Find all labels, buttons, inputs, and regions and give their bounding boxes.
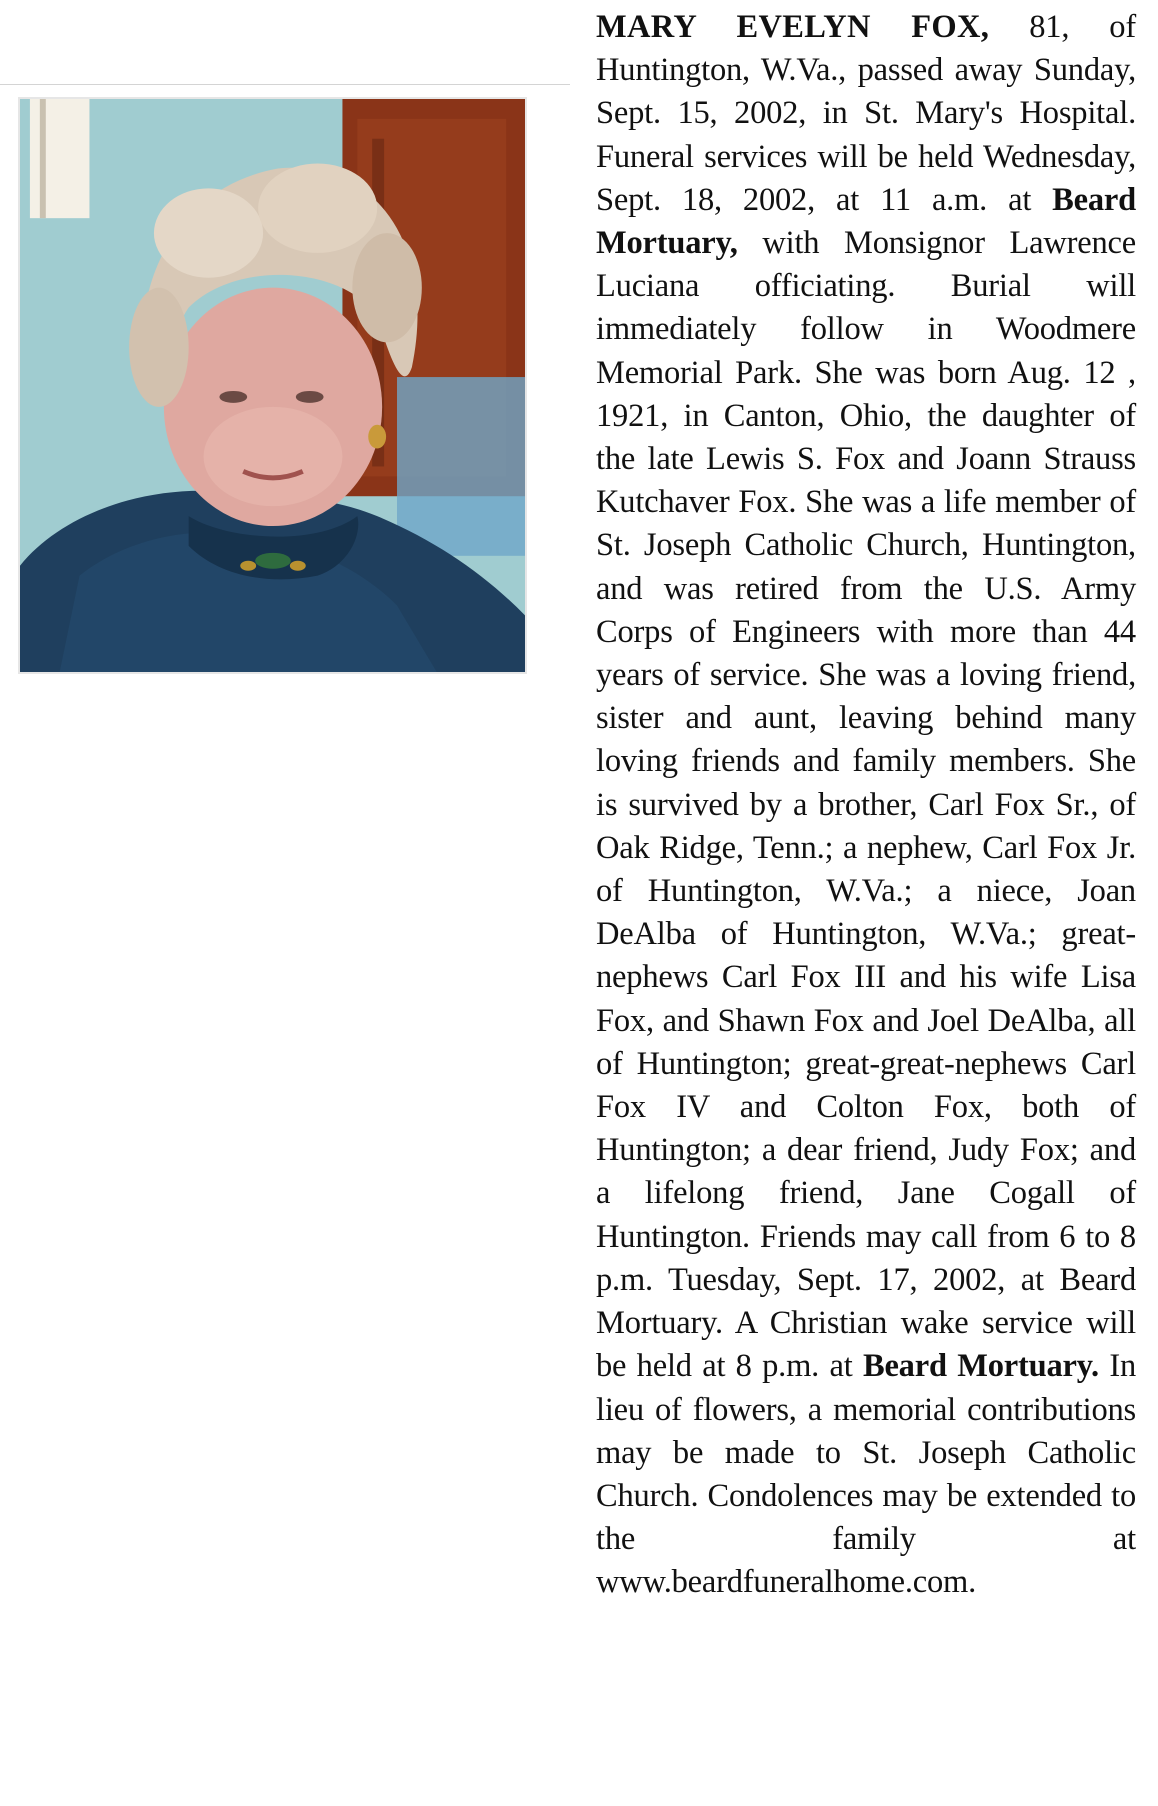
portrait-photo (18, 97, 527, 674)
scan-edge-line (0, 84, 570, 85)
obituary-segment: In lieu of flowers, a memorial contributions may be made to St. Joseph Catholic Church. Condolences may be extended to the family at www.beardfuneralhome.com. (596, 1348, 1137, 1601)
funeral-home-name: Beard Mortuary, (596, 181, 1136, 262)
obituary-segment: 81, of Huntington, W.Va., passed away Sunday, Sept. 15, 2002, in St. Mary's Hospital. Funeral services will be held Wednesday, Sept. 18, 2002, at 11 a.m. at (596, 9, 1136, 218)
funeral-home-name: Beard Mortuary. (862, 1348, 1099, 1385)
portrait-image (20, 99, 525, 672)
obituary-text (596, 6, 1136, 1605)
deceased-name: MARY EVELYN FOX, (596, 9, 990, 45)
obituary-segment: with Monsignor Lawrence Luciana officiating. Burial will immediately follow in Woodmere Memorial Park. She was born Aug. 12 , 1921, in Canton, Ohio, the daughter of the late Lewis S. Fox and Joann Strauss Kutchaver Fox. She was a life member of St. Joseph Catholic Church, Huntington, and was retired from the U.S. Army Corps of Engineers with more than 44 years of service. She was a loving friend, sister and aunt, leaving behind many loving friends and family members. She is survived by a brother, Carl Fox Sr., of Oak Ridge, Tenn.; a nephew, Carl Fox Jr. of Huntington, W.Va.; a niece, Joan DeAlba of Huntington, W.Va.; great-nephews Carl Fox III and his wife Lisa Fox, and Shawn Fox and Joel DeAlba, all of Huntington; great-great-nephews Carl Fox IV and Colton Fox, both of Huntington; a dear friend, Judy Fox; and a lifelong friend, Jane Cogall of Huntington. Friends may call from 6 to 8 p.m. Tuesday, Sept. 17, 2002, at Beard Mortuary. A Christian wake service will be held at 8 p.m. at (596, 225, 1136, 1385)
